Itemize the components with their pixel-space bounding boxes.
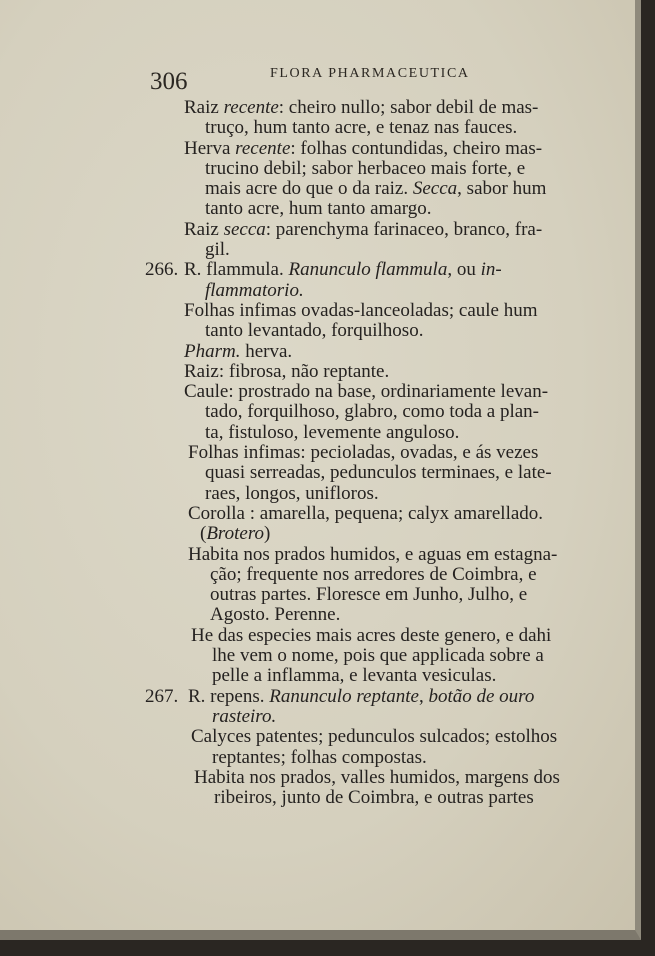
text-run: truço, hum tanto acre, e tenaz nas fauces. (205, 117, 518, 139)
text-run: lhe vem o nome, pois que applicada sobre a (212, 645, 544, 667)
text-line (0, 626, 640, 646)
line-text (205, 402, 539, 422)
text-line (0, 240, 640, 260)
text-run: gil. (205, 239, 230, 261)
text-run: ) (264, 523, 271, 545)
text-run: tanto acre, hum tanto amargo. (205, 198, 432, 220)
text-line (0, 301, 640, 321)
italic-text: flammatorio. (205, 279, 304, 301)
text-run: mais acre do que o da raiz. (205, 178, 413, 200)
italic-text: Ranunculo reptante (269, 685, 419, 707)
italic-text: Secca (412, 178, 458, 200)
line-text (184, 260, 502, 280)
text-run: Herva (184, 137, 236, 159)
text-line (0, 423, 640, 443)
text-run: : folhas contundidas, cheiro mas- (290, 137, 543, 159)
line-text (210, 585, 527, 605)
text-line (0, 788, 640, 808)
text-run: pelle a inflamma, e levanta vesiculas. (212, 665, 497, 687)
text-line (0, 524, 640, 544)
text-line (0, 707, 640, 727)
line-text (184, 362, 389, 382)
line-text (188, 687, 534, 707)
text-run: reptantes; folhas compostas. (212, 746, 427, 768)
text-run: tanto levantado, forquilhoso. (205, 320, 424, 342)
italic-text: recente (223, 97, 279, 118)
text-run: raes, longos, unifloros. (205, 482, 379, 504)
italic-text: in- (480, 259, 502, 281)
italic-text: Pharm. (184, 340, 241, 362)
text-line (0, 646, 640, 666)
text-run: Folhas infimas ovadas-lanceoladas; caule hum (184, 299, 538, 321)
text-run: ribeiros, junto de Coimbra, e outras partes (214, 787, 534, 809)
entry-number: 267. (145, 685, 179, 707)
text-run: , (418, 685, 429, 707)
line-text (212, 748, 427, 768)
text-line (0, 666, 640, 686)
italic-text: botão de ouro (428, 685, 535, 707)
page-number: 306 (150, 68, 188, 95)
text-run: R. repens. (188, 685, 270, 707)
text-run: ( (200, 523, 207, 545)
text-line (0, 98, 640, 118)
line-text (194, 768, 560, 788)
line-text (205, 321, 423, 341)
text-line (0, 321, 640, 341)
line-text (184, 382, 548, 402)
text-run: Calyces patentes; pedunculos sulcados; estolhos (191, 726, 558, 748)
line-text (205, 159, 525, 179)
line-text (210, 605, 340, 625)
text-line (0, 139, 640, 159)
body-text (0, 98, 640, 808)
text-line (0, 545, 640, 565)
text-line (0, 585, 640, 605)
text-line (0, 159, 640, 179)
line-text (188, 443, 538, 463)
line-text (205, 179, 546, 199)
italic-text: Ranunculo flammula (288, 259, 448, 281)
line-text (184, 301, 538, 321)
text-line (0, 179, 640, 199)
italic-text: recente (235, 137, 291, 159)
text-run: Raiz (184, 97, 224, 118)
text-line (0, 199, 640, 219)
line-text (205, 423, 459, 443)
line-text (200, 524, 270, 544)
text-run: He das especies mais acres deste genero, e dahi (191, 624, 552, 646)
text-line (0, 382, 640, 402)
text-line (0, 484, 640, 504)
text-run: ção; frequente nos arredores de Coimbra, e (210, 563, 537, 585)
line-text (205, 118, 517, 138)
text-line (0, 118, 640, 138)
line-text (205, 463, 552, 483)
text-line (0, 768, 640, 788)
text-run: ta, fistuloso, levemente anguloso. (205, 421, 460, 443)
line-text (205, 484, 379, 504)
text-line (0, 342, 640, 362)
text-run: Raiz (184, 218, 224, 240)
line-text (212, 646, 544, 666)
text-run: , ou (447, 259, 481, 281)
page-header (0, 62, 640, 96)
running-head: FLORA PHARMACEUTICA (270, 66, 470, 81)
line-text (212, 707, 276, 727)
line-text (214, 788, 534, 808)
text-run: outras partes. Floresce em Junho, Julho, e (210, 584, 528, 606)
text-line (0, 605, 640, 625)
line-text (184, 342, 292, 362)
line-text (188, 545, 557, 565)
text-line (0, 362, 640, 382)
text-run: Caule: prostrado na base, ordinariamente levan- (184, 381, 549, 403)
text-line (0, 281, 640, 301)
text-line (0, 220, 640, 240)
text-run: , sabor hum (457, 178, 547, 200)
line-text (205, 199, 432, 219)
line-text (184, 98, 538, 118)
text-run: quasi serreadas, pedunculos terminaes, e late- (205, 462, 552, 484)
line-text (212, 666, 496, 686)
text-line (0, 565, 640, 585)
line-text (188, 504, 543, 524)
text-line (0, 463, 640, 483)
text-line (0, 687, 640, 707)
text-line (0, 504, 640, 524)
line-text (191, 626, 551, 646)
italic-text: Brotero (206, 523, 265, 545)
text-run: : parenchyma farinaceo, branco, fra- (265, 218, 543, 240)
text-run: Habita nos prados humidos, e aguas em estagna- (188, 543, 558, 565)
text-run: Agosto. Perenne. (210, 604, 341, 626)
text-run: Habita nos prados, valles humidos, margens dos (194, 766, 560, 788)
text-run: R. flammula. (184, 259, 289, 281)
italic-text: secca (223, 218, 266, 240)
text-run: tado, forquilhoso, glabro, como toda a plan- (205, 401, 540, 423)
text-line (0, 443, 640, 463)
line-text (191, 727, 557, 747)
text-run: herva. (240, 340, 293, 362)
text-run: Corolla : amarella, pequena; calyx amarellado. (188, 502, 544, 524)
line-text (184, 139, 542, 159)
line-text (184, 220, 542, 240)
text-run: Folhas infimas: pecioladas, ovadas, e ás vezes (188, 442, 539, 464)
text-line (0, 727, 640, 747)
text-line (0, 260, 640, 280)
text-run: trucino debil; sabor herbaceo mais forte, e (205, 157, 526, 179)
text-run: Raiz: fibrosa, não reptante. (184, 360, 390, 382)
entry-number: 266. (145, 259, 179, 281)
line-text (205, 281, 304, 301)
text-line (0, 748, 640, 768)
italic-text: rasteiro. (212, 705, 277, 727)
line-text (205, 240, 230, 260)
text-run: : cheiro nullo; sabor debil de mas- (278, 97, 539, 118)
line-text (210, 565, 537, 585)
text-line (0, 402, 640, 422)
